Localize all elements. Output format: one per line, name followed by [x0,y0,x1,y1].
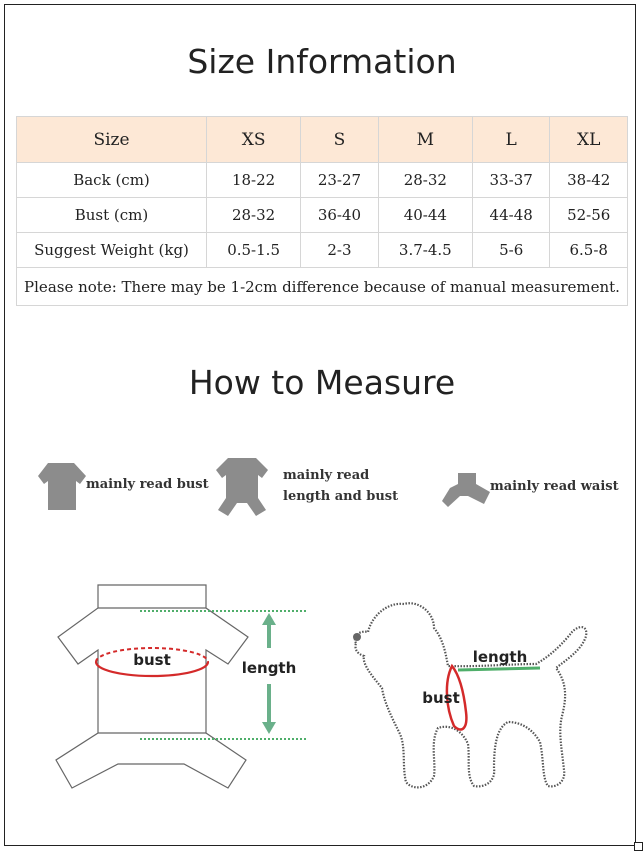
table-cell: 28-32 [378,163,472,198]
table-header-cell: L [472,117,550,163]
legend-jumpsuit-line1: mainly read [283,468,370,483]
length-label: length [241,659,297,677]
jumpsuit-outline [56,585,248,788]
table-cell: Suggest Weight (kg) [17,233,207,268]
bust-label: bust [133,651,171,669]
table-cell: 3.7-4.5 [378,233,472,268]
jumpsuit-icon [216,458,268,516]
legend-shirt-text: mainly read bust [86,477,209,492]
dog-length-label: length [472,648,528,666]
table-header-cell: XS [207,117,301,163]
table-cell: 44-48 [472,198,550,233]
table-cell: 33-37 [472,163,550,198]
table-cell: 23-27 [301,163,379,198]
table-cell: 52-56 [550,198,628,233]
table-header-cell: M [378,117,472,163]
table-header-cell: Size [17,117,207,163]
table-cell: 2-3 [301,233,379,268]
size-information-title: Size Information [187,42,457,81]
table-cell: 18-22 [207,163,301,198]
harness-icon [442,473,490,507]
table-cell: 40-44 [378,198,472,233]
table-cell: 28-32 [207,198,301,233]
measurement-note: Please note: There may be 1-2cm difference because of manual measurement. [17,268,628,306]
table-cell: 6.5-8 [550,233,628,268]
table-cell: 36-40 [301,198,379,233]
table-cell: 38-42 [550,163,628,198]
dog-bust-label: bust [422,689,460,707]
dog-length-strap [458,668,540,670]
table-cell: Bust (cm) [17,198,207,233]
table-cell: Back (cm) [17,163,207,198]
table-header-cell: S [301,117,379,163]
table-cell: 5-6 [472,233,550,268]
table-header-cell: XL [550,117,628,163]
legend-jumpsuit-line2: length and bust [283,489,399,504]
how-to-measure-title: How to Measure [188,363,456,402]
legend-harness-text: mainly read waist [490,479,619,494]
table-cell: 0.5-1.5 [207,233,301,268]
shirt-icon [38,463,86,510]
dog-outline [353,603,586,787]
